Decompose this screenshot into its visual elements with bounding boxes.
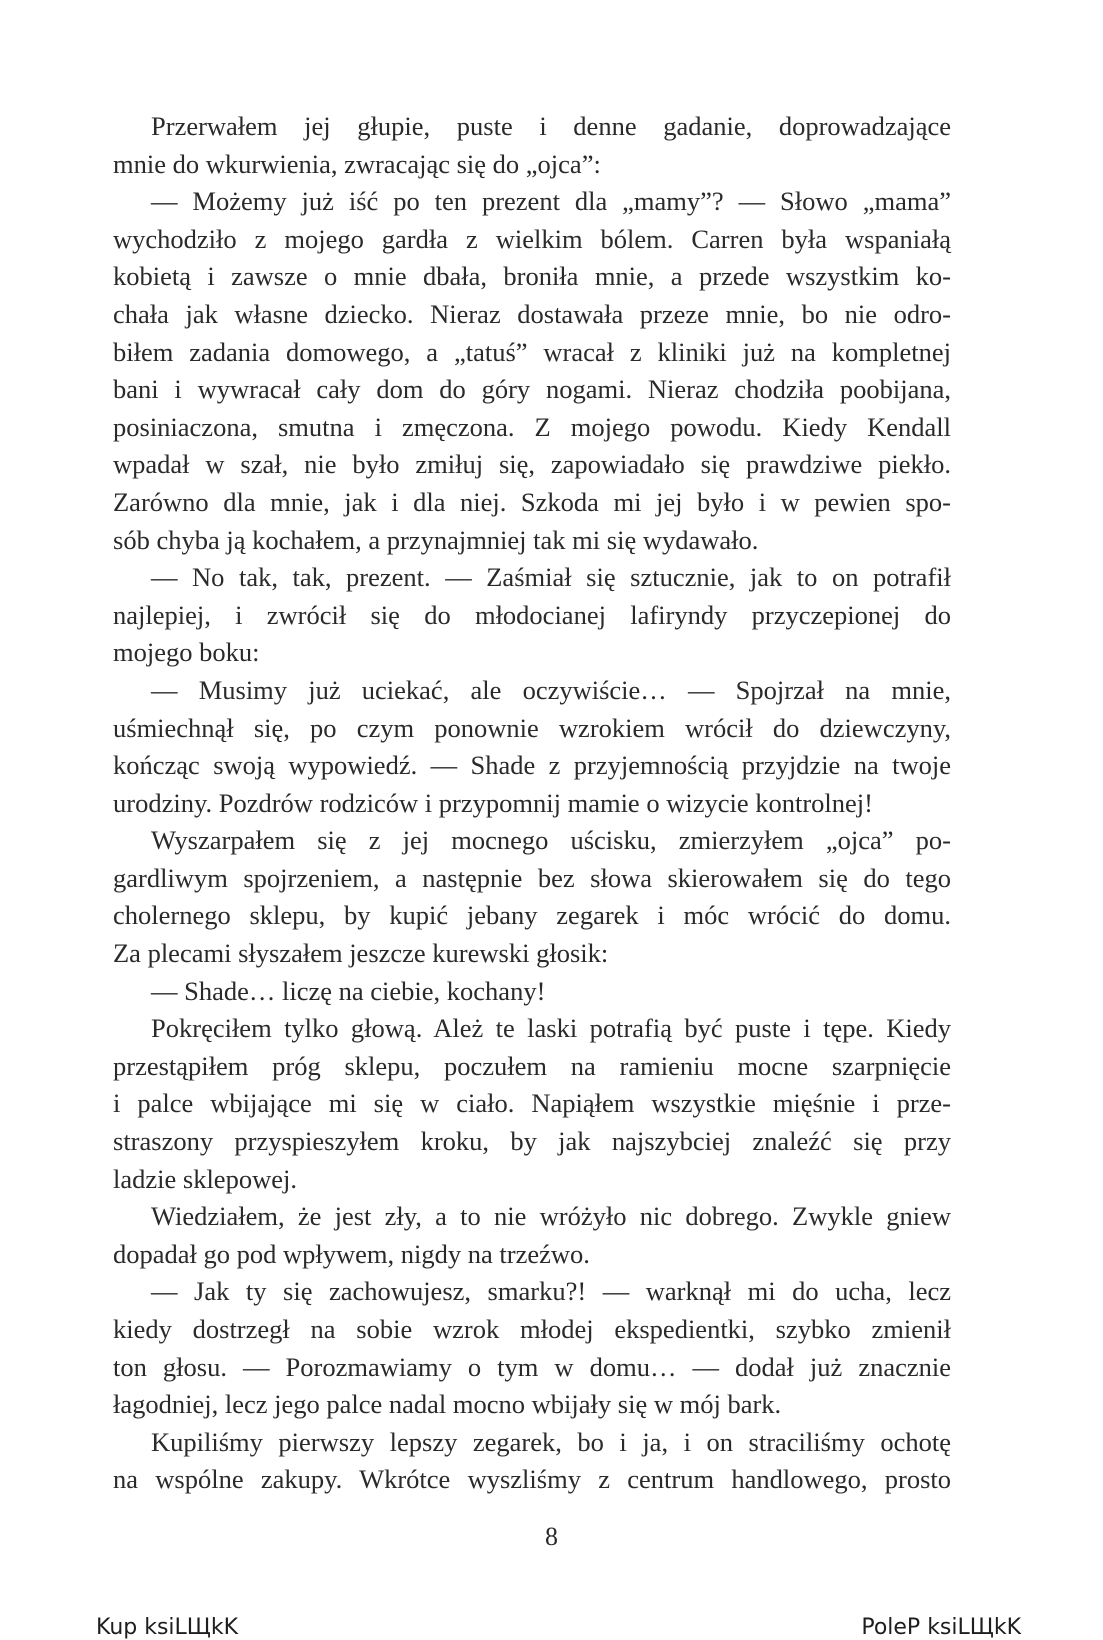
- text-line: posiniaczona, smutna i zmęczona. Z mojego powodu. Kiedy Kendall: [113, 411, 951, 442]
- text-line: biłem zadania domowego, a „tatuś” wracał z kliniki już na kompletnej: [113, 336, 951, 367]
- text-line: — Możemy już iść po ten prezent dla „mamy”? — Słowo „mama”: [151, 186, 951, 217]
- text-line: chała jak własne dziecko. Nieraz dostawała przeze mnie, bo nie odro-: [113, 298, 951, 329]
- text-line: przestąpiłem próg sklepu, poczułem na ramieniu mocne szarpnięcie: [113, 1050, 951, 1081]
- text-line: urodziny. Pozdrów rodziców i przypomnij mamie o wizycie kontrolnej!: [113, 787, 873, 818]
- text-line: ladzie sklepowej.: [113, 1163, 297, 1194]
- page-number: 8: [545, 1522, 558, 1551]
- text-line: kończąc swoją wypowiedź. — Shade z przyjemnością przyjdzie na twoje: [113, 750, 951, 781]
- text-line: — No tak, tak, prezent. — Zaśmiał się sztucznie, jak to on potrafił: [151, 562, 951, 593]
- text-line: wychodziło z mojego gardła z wielkim bólem. Carren była wspaniałą: [113, 223, 951, 254]
- text-line: dopadał go pod wpływem, nigdy na trzeźwo.: [113, 1238, 590, 1269]
- text-line: kobietą i zawsze o mnie dbała, broniła mnie, a przede wszystkim ko-: [113, 261, 951, 292]
- text-line: Przerwałem jej głupie, puste i denne gadanie, doprowadzające: [151, 111, 951, 141]
- text-line: gardliwym spojrzeniem, a następnie bez słowa skierowałem się do tego: [113, 862, 951, 893]
- text-line: i palce wbijające mi się w ciało. Napiąłem wszystkie mięśnie i prze-: [113, 1088, 951, 1119]
- text-line: najlepiej, i zwrócił się do młodocianej lafiryndy przyczepionej do: [113, 599, 951, 630]
- text-line: wpadał w szał, nie było zmiłuj się, zapowiadało się prawdziwe piekło.: [113, 449, 951, 480]
- footer-buy-book-link[interactable]: Kup ksiLЩkK: [96, 1615, 239, 1640]
- text-line: sób chyba ją kochałem, a przynajmniej tak mi się wydawało.: [113, 524, 759, 555]
- text-line: Pokręciłem tylko głową. Ależ te laski potrafią być puste i tępe. Kiedy: [151, 1013, 951, 1044]
- footer-recommend-book-link[interactable]: PoleP ksiLЩkK: [861, 1615, 1021, 1640]
- text-line: — Musimy już uciekać, ale oczywiście… — Spojrzał na mnie,: [151, 674, 951, 705]
- text-line: uśmiechnął się, po czym ponownie wzrokiem wrócił do dziewczyny,: [113, 712, 951, 743]
- text-line: mnie do wkurwienia, zwracając się do „ojca”:: [113, 148, 601, 179]
- text-line: ton głosu. — Porozmawiamy o tym w domu… — dodał już znacznie: [113, 1351, 951, 1382]
- text-line: mojego boku:: [113, 637, 260, 668]
- text-line: bani i wywracał cały dom do góry nogami. Nieraz chodziła poobijana,: [113, 374, 951, 405]
- text-line: — Jak ty się zachowujesz, smarku?! — warknął mi do ucha, lecz: [151, 1276, 951, 1307]
- text-line: Kupiliśmy pierwszy lepszy zegarek, bo i ja, i on straciliśmy ochotę: [151, 1426, 951, 1457]
- text-line: łagodniej, lecz jego palce nadal mocno wbijały się w mój bark.: [113, 1389, 782, 1420]
- text-line: Zarówno dla mnie, jak i dla niej. Szkoda mi jej było i w pewien spo-: [113, 486, 951, 517]
- text-line: straszony przyspieszyłem kroku, by jak najszybciej znaleźć się przy: [113, 1126, 951, 1157]
- text-line: na wspólne zakupy. Wkrótce wyszliśmy z centrum handlowego, prosto: [113, 1464, 951, 1495]
- text-line: Wiedziałem, że jest zły, a to nie wróżyło nic dobrego. Zwykle gniew: [151, 1201, 951, 1232]
- text-line: kiedy dostrzegł na sobie wzrok młodej ekspedientki, szybko zmienił: [113, 1314, 951, 1344]
- text-line: Za plecami słyszałem jeszcze kurewski głosik:: [113, 938, 609, 969]
- text-line: cholernego sklepu, by kupić jebany zegarek i móc wrócić do domu.: [113, 900, 951, 931]
- text-line: — Shade… liczę na ciebie, kochany!: [151, 975, 546, 1006]
- text-line: Wyszarpałem się z jej mocnego uścisku, zmierzyłem „ojca” po-: [151, 825, 951, 856]
- page-text: [113, 108, 951, 1499]
